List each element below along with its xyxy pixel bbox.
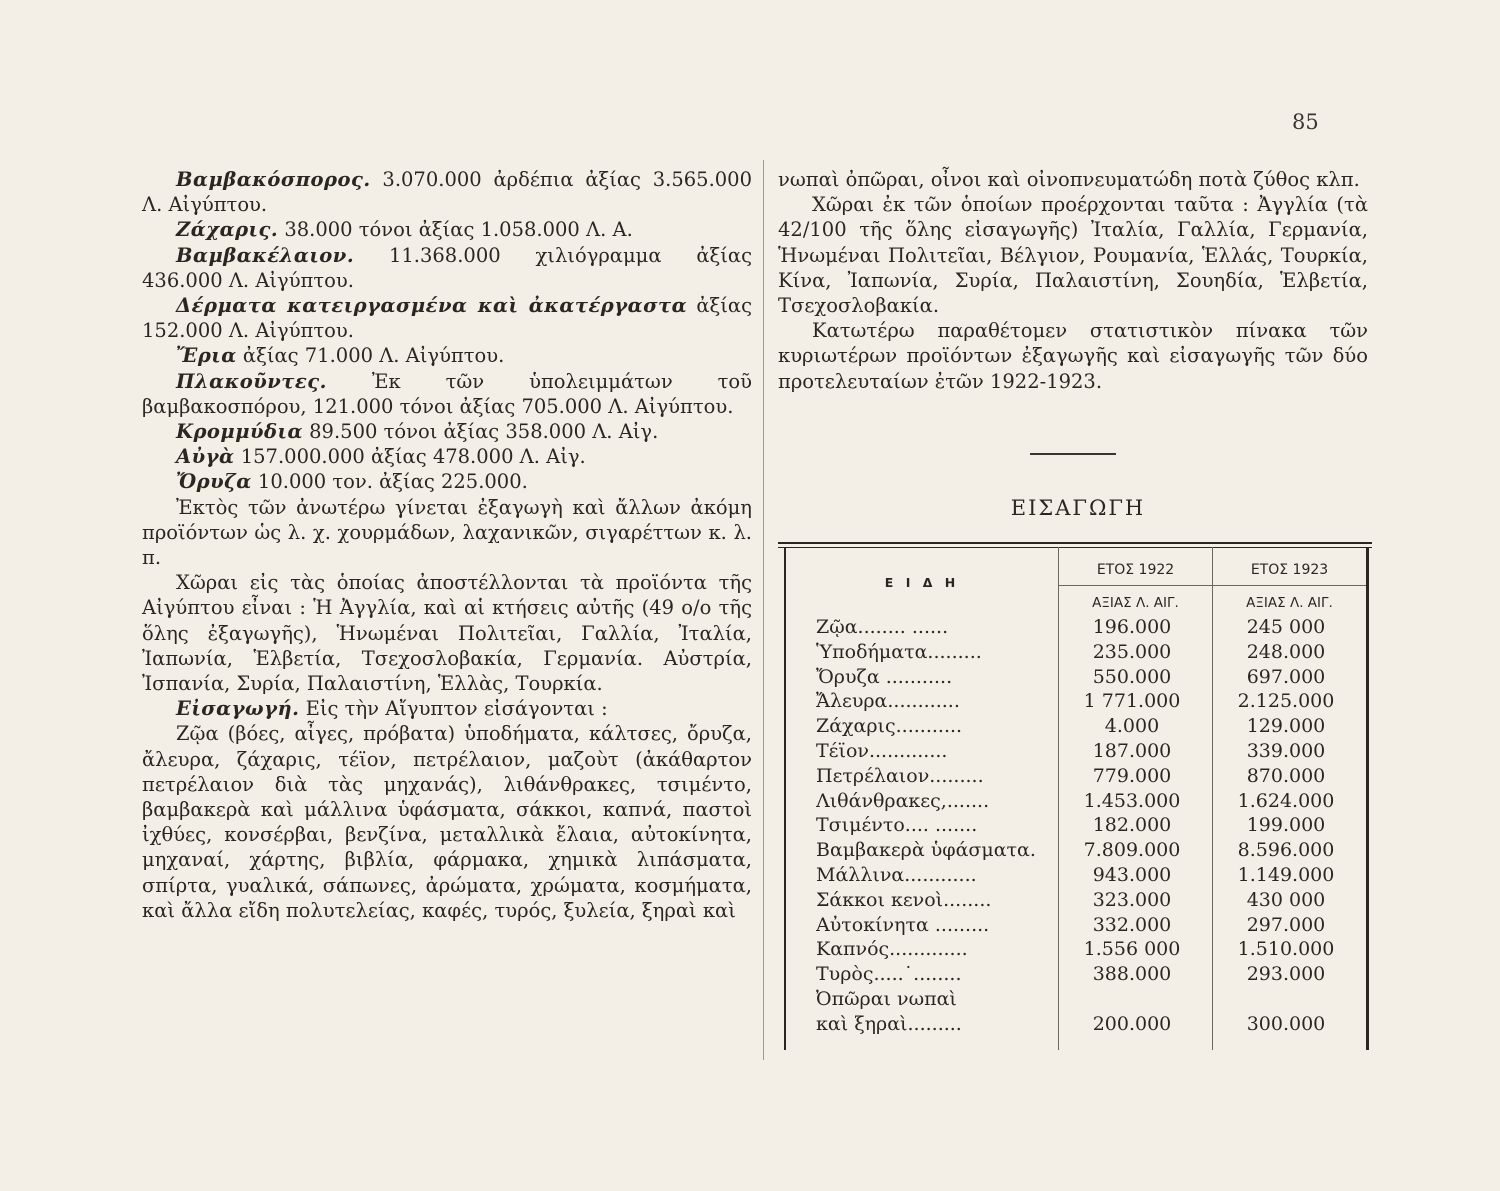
- paragraph: [142, 696, 752, 721]
- table-row: [816, 689, 1362, 714]
- item-name: Μάλλινα............: [816, 863, 977, 886]
- item-name: Τέϊον.............: [816, 739, 948, 762]
- item-heading: Δέρματα κατειργασμένα καὶ ἀκατέργαστα: [176, 294, 688, 318]
- value-1923: 8.596.000: [1237, 839, 1335, 862]
- value-1923: 1.624.000: [1237, 789, 1335, 812]
- item-name: Ζῷα........ ......: [816, 616, 949, 638]
- value-1923: 248.000: [1246, 640, 1326, 663]
- value-1923: 1.149.000: [1237, 863, 1335, 886]
- item-name: Λιθάνθρακες,.......: [816, 789, 990, 812]
- item-text: ἀξίας 152.000 Λ. Αἰγύπτου.: [142, 294, 752, 343]
- item-heading: Ἔρια: [176, 344, 237, 368]
- value-1922: 779.000: [1092, 764, 1172, 787]
- item-name: Ὑποδήματα.........: [816, 640, 982, 663]
- left-column: [142, 167, 752, 923]
- paragraph: Κατωτέρω παραθέτομεν στατιστικὸν πίνακα τῶν κυριωτέρων προϊόντων ἐξαγωγῆς καὶ εἰσαγωγῆς τῶν δύο προτελευταίων ἐτῶν 1922-1923.: [778, 319, 1368, 393]
- paragraph: [142, 419, 752, 444]
- item-name: Ζάχαρις...........: [816, 715, 963, 738]
- paragraph: [142, 217, 752, 242]
- item-heading: Βαμβακέλαιον.: [176, 243, 355, 267]
- column-header-items: Ε Ι Δ Η: [884, 575, 960, 590]
- table-row: [816, 615, 1362, 640]
- table-row: [816, 913, 1362, 938]
- item-text: 3.070.000 ἀρδέπια ἀξίας 3.565.000 Λ. Αἰγύπτου.: [142, 168, 752, 217]
- table-row: [816, 838, 1362, 863]
- table-row: [816, 987, 1362, 1037]
- value-1922: 4.000: [1104, 715, 1160, 738]
- paragraph: Ἐκτὸς τῶν ἀνωτέρω γίνεται ἐξαγωγὴ καὶ ἄλλων ἀκόμη προϊόντων ὡς λ. χ. χουρμάδων, λαχανικῶν, σιγαρέττων κ. λ. π.: [142, 495, 752, 570]
- column-header-year-1922: ΕΤΟΣ 1922: [1096, 562, 1175, 578]
- value-1923: 297.000: [1246, 913, 1326, 936]
- item-text: 11.368.000 χιλιόγραμμα ἀξίας 436.000 Λ. Αἰγύπτου.: [142, 243, 752, 292]
- value-1922: 235.000: [1092, 640, 1172, 663]
- value-1922: 943.000: [1092, 863, 1172, 886]
- value-1922: 182.000: [1092, 814, 1172, 837]
- value-1923: 870.000: [1246, 764, 1326, 787]
- value-1923: 1.510.000: [1237, 938, 1335, 961]
- value-1923: 199.000: [1246, 814, 1326, 837]
- table-border: [778, 542, 1372, 544]
- paragraph: [142, 469, 752, 494]
- item-heading: Βαμβακόσπορος.: [176, 168, 371, 191]
- table-row: [816, 888, 1362, 913]
- value-1922: 1 771.000: [1083, 690, 1181, 713]
- table-row: [816, 813, 1362, 838]
- value-1923: 129.000: [1246, 715, 1326, 738]
- value-1922: 550.000: [1092, 665, 1172, 688]
- table-body: [816, 615, 1362, 1037]
- paragraph: Χῶραι ἐκ τῶν ὁποίων προέρχονται ταῦτα : Ἀγγλία (τὰ 42/100 τῆς ὅλης εἰσαγωγῆς) Ἰταλία, Γαλλία, Γερμανία, Ἡνωμέναι Πολιτεῖαι, Βέλγιον, Ρουμανία, Ἑλλάς, Τουρκία, Κίνα, Ἰαπωνία, Συρία, Παλαιστίνη, Σουηδία, Ἑλβετία, Τσεχοσλοβακία.: [778, 193, 1368, 318]
- table-row: [816, 789, 1362, 814]
- paragraph: [142, 293, 752, 343]
- paragraph: [142, 444, 752, 469]
- value-1922: 332.000: [1092, 913, 1172, 936]
- header-rule: [1059, 585, 1212, 586]
- paragraph: [142, 243, 752, 293]
- column-divider: [763, 160, 764, 1060]
- value-1922: 1.556 000: [1083, 938, 1181, 961]
- item-text: ἀξίας 71.000 Λ. Αἰγύπτου.: [236, 344, 505, 368]
- item-name: Τσιμέντο.... .......: [816, 814, 978, 837]
- value-1923: 293.000: [1246, 963, 1326, 986]
- item-name: Καπνός.............: [816, 938, 968, 961]
- table-row: [816, 962, 1362, 987]
- value-1923: 339.000: [1246, 739, 1326, 762]
- value-1923: 697.000: [1246, 665, 1326, 688]
- value-1922: 200.000: [1092, 1012, 1172, 1035]
- column-header-value-1922: ΑΞΙΑΣ Λ. ΑΙΓ.: [1092, 595, 1179, 611]
- value-1922: 196.000: [1092, 616, 1172, 638]
- item-heading: Εἰσαγωγή.: [176, 697, 300, 721]
- paragraph: [142, 343, 752, 368]
- right-column: [778, 167, 1368, 394]
- paragraph: [142, 167, 752, 217]
- header-rule: [1213, 585, 1366, 586]
- value-1922: 187.000: [1092, 739, 1172, 762]
- section-title: ΕΙΣΑΓΩΓΗ: [1010, 496, 1146, 520]
- item-text: 157.000.000 ἀξίας 478.000 Λ. Αἰγ.: [234, 445, 586, 469]
- item-text: Εἰς τὴν Αἴγυπτον εἰσάγονται :: [299, 697, 608, 721]
- value-1923: 430 000: [1246, 888, 1326, 911]
- item-name-line: Ὀπῶραι νωπαὶ: [816, 987, 957, 1010]
- paragraph: Χῶραι εἰς τὰς ὁποίας ἀποστέλλονται τὰ προϊόντα τῆς Αἰγύπτου εἶναι : Ἡ Ἀγγλία, καὶ αἱ κτήσεις αὐτῆς (49 ο/ο τῆς ὅλης ἐξαγωγῆς), Ἡνωμέναι Πολιτεῖαι, Γαλλία, Ἰταλία, Ἰαπωνία, Ἑλβετία, Τσεχοσλοβακία, Γερμανία. Αὐστρία, Ἰσπανία, Συρία, Παλαιστίνη, Ἑλλὰς, Τουρκία.: [142, 571, 752, 696]
- imports-table: [778, 542, 1372, 1050]
- item-heading: Αὐγὰ: [176, 445, 235, 469]
- table-row: [816, 937, 1362, 962]
- table-row: [816, 764, 1362, 789]
- table-row: [816, 714, 1362, 739]
- value-1923: 245 000: [1246, 616, 1326, 638]
- item-heading: Πλακοῦντες.: [176, 369, 327, 393]
- page-number: 85: [1292, 110, 1319, 134]
- item-heading: Ὄρυζα: [176, 470, 252, 494]
- table-row: [816, 640, 1362, 665]
- item-name: Τυρὸς.....˙........: [816, 963, 962, 986]
- value-1922: 323.000: [1092, 888, 1172, 911]
- item-heading: Ζάχαρις.: [176, 218, 279, 242]
- item-name: Ἄλευρα............: [816, 690, 960, 713]
- table-border: [778, 547, 1372, 548]
- item-name-line: καὶ ξηραὶ.........: [816, 1012, 962, 1035]
- table-border: [1366, 547, 1369, 1050]
- value-1922: 7.809.000: [1083, 839, 1181, 862]
- table-row: [816, 665, 1362, 690]
- item-text: 38.000 τόνοι ἀξίας 1.058.000 Λ. Α.: [278, 218, 633, 242]
- item-name: [816, 987, 1054, 1037]
- paragraph: [142, 369, 752, 419]
- section-rule: [1030, 453, 1116, 455]
- value-1923: 2.125.000: [1237, 690, 1335, 713]
- item-name: Βαμβακερὰ ὑφάσματα.: [816, 839, 1036, 862]
- item-name: Πετρέλαιον.........: [816, 764, 984, 787]
- item-text: 89.500 τόνοι ἀξίας 358.000 Λ. Αἰγ.: [302, 420, 659, 444]
- paragraph: νωπαὶ ὀπῶραι, οἶνοι καὶ οἰνοπνευματώδη ποτὰ ζύθος κλπ.: [778, 168, 1360, 191]
- table-row: [816, 739, 1362, 764]
- column-header-value-1923: ΑΞΙΑΣ Λ. ΑΙΓ.: [1246, 595, 1333, 611]
- value-1923: 300.000: [1246, 1012, 1326, 1035]
- item-name: Αὐτοκίνητα .........: [816, 913, 990, 936]
- table-row: [816, 863, 1362, 888]
- item-text: Ἐκ τῶν ὑπολειμμάτων τοῦ βαμβακοσπόρου, 121.000 τόνοι ἀξίας 705.000 Λ. Αἰγύπτου.: [142, 369, 752, 418]
- column-header-year-1923: ΕΤΟΣ 1923: [1250, 562, 1329, 578]
- value-1922: 388.000: [1092, 963, 1172, 986]
- table-border: [784, 547, 786, 1050]
- value-1922: 1.453.000: [1083, 789, 1181, 812]
- item-name: Ὄρυζα ...........: [816, 665, 953, 688]
- item-heading: Κρομμύδια: [176, 420, 303, 444]
- item-text: 10.000 τον. ἀξίας 225.000.: [251, 470, 528, 494]
- paragraph: Ζῷα (βόες, αἶγες, πρόβατα) ὑποδήματα, κάλτσες, ὄρυζα, ἄλευρα, ζάχαρις, τέϊον, πετρέλαιον, μαζοὺτ (ἀκάθαρτον πετρέλαιον διὰ τὰς μηχανάς), λιθάνθρακες, τσιμέντο, βαμβακερὰ καὶ μάλλινα ὑφάσματα, σάκκοι, καπνά, παστοὶ ἰχθύες, κονσέρβαι, βενζίνα, μεταλλικὰ ἔλαια, αὐτοκίνητα, μηχαναί, χάρτης, βιβλία, φάρμακα, χημικὰ λιπάσματα, σπίρτα, γυαλικά, σάπωνες, ἀρώματα, χρώματα, κοσμήματα, καὶ ἄλλα εἴδη πολυτελείας, καφές, τυρός, ξυλεία, ξηραὶ καὶ: [142, 722, 752, 922]
- item-name: Σάκκοι κενοὶ........: [816, 888, 992, 911]
